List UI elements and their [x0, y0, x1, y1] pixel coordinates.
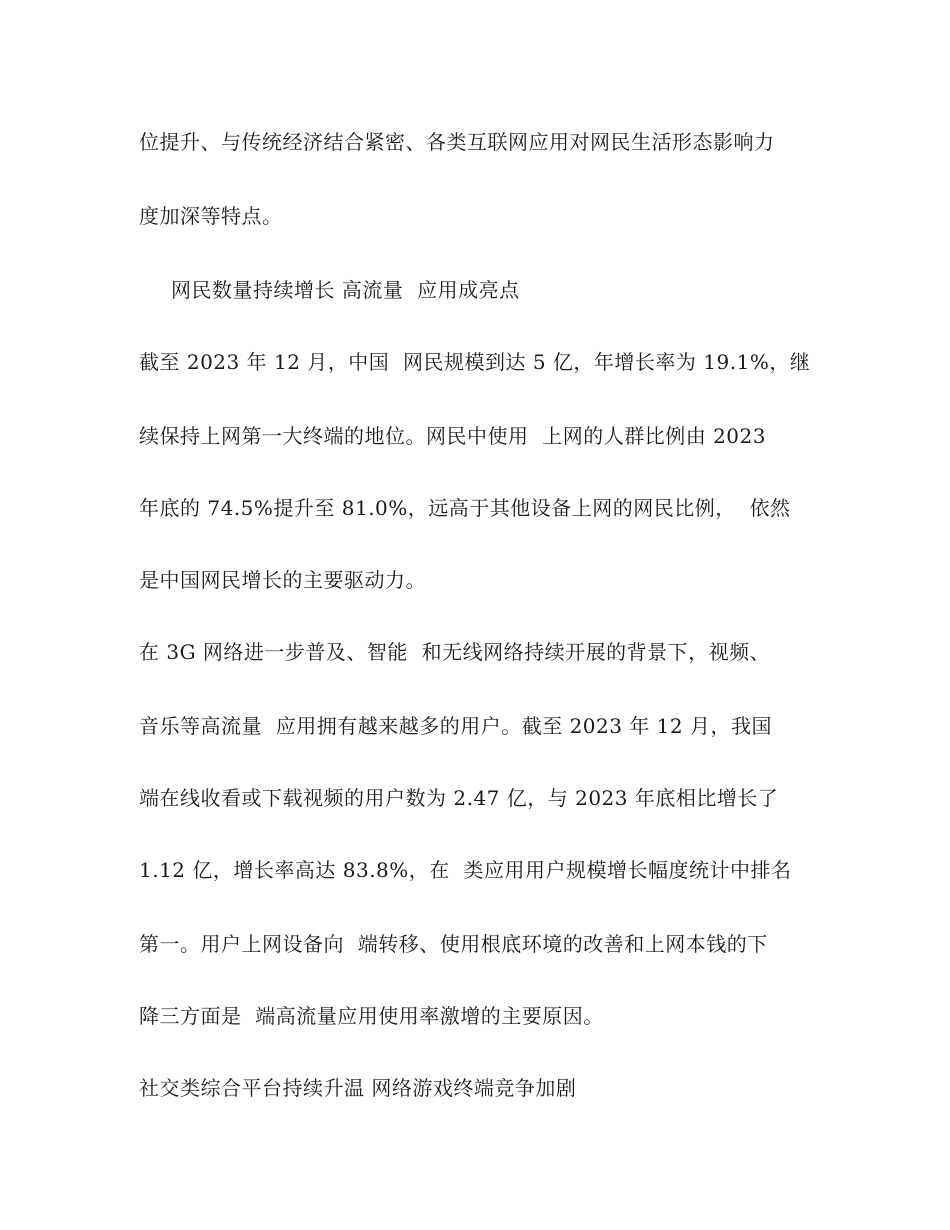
paragraph-line: 在 3G 网络进一步普及、智能 和无线网络持续开展的背景下，视频、 [139, 640, 771, 664]
paragraph-line: 年底的 74.5%提升至 81.0%，远高于其他设备上网的网民比例， 依然 [139, 496, 791, 520]
paragraph-line: 是中国网民增长的主要驱动力。 [139, 568, 426, 592]
section-heading: 网民数量持续增长 高流量 应用成亮点 [171, 278, 520, 302]
paragraph-line: 第一。用户上网设备向 端转移、使用根底环境的改善和上网本钱的下 [139, 932, 768, 956]
paragraph-line: 截至 2023 年 12 月，中国 网民规模到达 5 亿，年增长率为 19.1%，继 [139, 350, 811, 374]
paragraph-line: 音乐等高流量 应用拥有越来越多的用户。截至 2023 年 12 月，我国 [139, 714, 772, 738]
paragraph-line: 1.12 亿，增长率高达 83.8%，在 类应用用户规模增长幅度统计中排名 [139, 858, 792, 882]
paragraph-line: 位提升、与传统经济结合紧密、各类互联网应用对网民生活形态影响力 [139, 130, 775, 154]
paragraph-line: 续保持上网第一大终端的地位。网民中使用 上网的人群比例由 2023 [139, 424, 766, 448]
paragraph-line: 度加深等特点。 [139, 204, 283, 228]
section-heading: 社交类综合平台持续升温 网络游戏终端竞争加剧 [139, 1076, 577, 1100]
paragraph-line: 降三方面是 端高流量应用使用率激增的主要原因。 [139, 1004, 604, 1028]
paragraph-line: 端在线收看或下载视频的用户数为 2.47 亿，与 2023 年底相比增长了 [139, 786, 779, 810]
